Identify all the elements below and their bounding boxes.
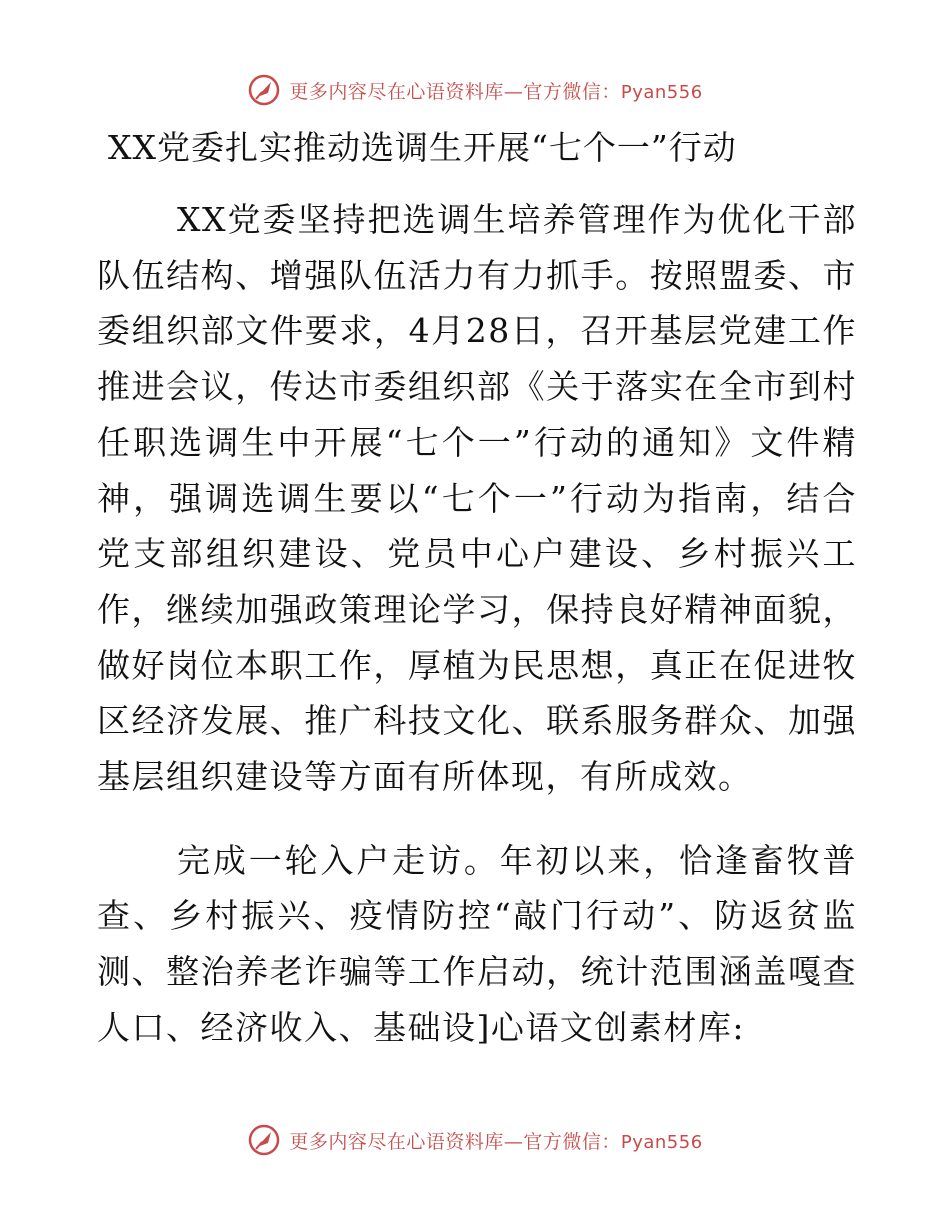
watermark-separator: —	[503, 80, 524, 103]
watermark-contact-id: Pyan556	[620, 81, 703, 103]
watermark-text	[289, 77, 702, 104]
header-watermark	[0, 70, 950, 110]
document-title: XX党委扎实推动选调生开展“七个一”行动	[108, 128, 737, 167]
watermark-brand: 更多内容尽在心语资料库	[289, 1130, 504, 1153]
footer-watermark	[0, 1120, 950, 1160]
watermark-text	[289, 1127, 702, 1154]
quill-logo-icon	[247, 73, 281, 107]
watermark-contact-id: Pyan556	[620, 1131, 703, 1153]
watermark-separator: —	[503, 1130, 524, 1153]
quill-logo-icon	[247, 1123, 281, 1157]
watermark-contact-label: 官方微信：	[523, 1130, 621, 1153]
body-paragraph: XX党委坚持把选调生培养管理作为优化干部队伍结构、增强队伍活力有力抓手。按照盟委、市委组织部文件要求，4月28日，召开基层党建工作推进会议，传达市委组织部《关于落实在全市到村任职选调生中开展“七个一”行动的通知》文件精神，强调选调生要以“七个一”行动为指南，结合党支部组织建设、党员中心户建设、乡村振兴工作，继续加强政策理论学习，保持良好精神面貌，做好岗位本职工作，厚植为民思想，真正在促进牧区经济发展、推广科技文化、联系服务群众、加强基层组织建设等方面有所体现，有所成效。	[97, 200, 857, 797]
watermark-contact-label: 官方微信：	[523, 80, 621, 103]
watermark-brand: 更多内容尽在心语资料库	[289, 80, 504, 103]
document-body	[97, 192, 857, 1056]
body-paragraph: 完成一轮入户走访。年初以来，恰逢畜牧普查、乡村振兴、疫情防控“敲门行动”、防返贫监测、整治养老诈骗等工作启动，统计范围涵盖嘎查人口、经济收入、基础设]心语文创素材库:	[97, 840, 857, 1047]
